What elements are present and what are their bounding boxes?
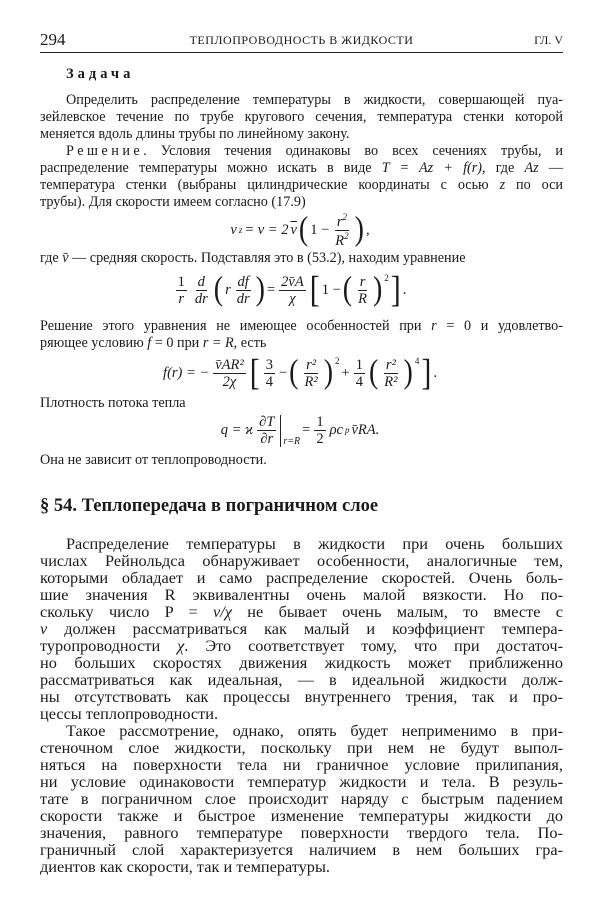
text-after-eq4	[40, 452, 563, 469]
math-token: = v = 2	[244, 221, 289, 238]
text-run: ряющее условию	[40, 335, 148, 351]
text-run: граничный слой характеризуется наличием в нем больших гра-	[40, 840, 563, 859]
text-line	[40, 160, 563, 177]
math-token: R²	[384, 373, 398, 390]
math-token: χ	[289, 290, 296, 307]
text-run: стеночном слое жидкости, поскольку при нем не будут выпол-	[40, 738, 563, 757]
equation-velocity	[0, 210, 600, 249]
text-line	[40, 722, 563, 739]
equation-solution	[0, 351, 600, 393]
text-line	[40, 688, 563, 705]
text-line	[40, 109, 563, 126]
text-run: туропроводности	[40, 636, 178, 655]
math-token: ∂T	[259, 413, 275, 430]
math-token: 4	[265, 373, 273, 390]
text-line	[40, 739, 563, 756]
running-header	[40, 30, 563, 53]
math-token: 2	[335, 356, 340, 366]
text-line	[40, 807, 563, 824]
text-line	[40, 705, 563, 722]
text-run: Она не зависит от теплопроводности.	[40, 452, 267, 468]
math-token: dr	[194, 290, 208, 307]
math-token: q = ϰ	[220, 421, 254, 438]
text-line	[40, 143, 563, 160]
text-line	[40, 773, 563, 790]
text-line	[40, 535, 563, 552]
task-statement	[40, 92, 563, 143]
task-solution	[40, 143, 563, 211]
math-inline: v̄	[62, 250, 69, 266]
text-run: ны отсутствовать как процессы внутреннего трения, так и про-	[40, 687, 563, 706]
text-line	[40, 790, 563, 807]
text-line	[40, 194, 563, 211]
math-token: df	[237, 273, 249, 290]
text-line	[40, 250, 563, 267]
text-run: Определить распределение температуры в жидкости, совершающей пуа-	[66, 92, 563, 108]
text-run: , есть	[233, 335, 267, 351]
math-token: .	[402, 281, 407, 298]
text-run: — средняя скорость. Подставляя это в (53.2), находим уравнение	[68, 250, 466, 266]
bracket-glyph: (	[289, 353, 299, 391]
math-token: .	[433, 364, 437, 381]
text-run: должен рассматриваться как малый и коэффициент темпера-	[47, 619, 563, 638]
equation-temperature	[0, 268, 590, 310]
math-token: R	[335, 232, 345, 249]
math-token: 4	[414, 356, 420, 366]
math-token: p	[344, 425, 350, 435]
text-run: ни условие одинаковости температур жидкости и тела. В резуль-	[40, 772, 563, 791]
math-token: 2	[342, 211, 348, 222]
math-token: R²	[304, 373, 318, 390]
math-inline: Az	[524, 160, 539, 176]
text-run: = 0 и удовлетво-	[436, 318, 563, 334]
math-token: 1	[177, 273, 185, 290]
text-line	[40, 841, 563, 858]
text-line	[40, 552, 563, 569]
math-token: 4	[355, 373, 363, 390]
equation-heat-flux	[0, 413, 600, 447]
text-run: где	[40, 250, 63, 266]
text-run: = 0 при	[151, 335, 203, 351]
text-after-eq3	[40, 395, 563, 412]
math-token: $\overline{v}$	[290, 221, 297, 238]
math-token: +	[341, 364, 350, 381]
page-number: 294	[40, 30, 66, 49]
text-run: няться на поверхности тела ни граничное условие прилипания,	[40, 755, 563, 774]
text-run: цессы теплопроводности.	[40, 704, 219, 723]
text-line	[40, 395, 563, 412]
text-run: , где	[482, 160, 525, 176]
math-token: r=R	[280, 415, 300, 447]
math-token: v̄RA.	[351, 421, 380, 438]
text-run: рассматриваться как идеальная, — в идеальной жидкости долж-	[40, 670, 563, 689]
math-token: 2χ	[222, 373, 237, 390]
text-run: которыми обладает и само распределение скоростей. Очень боль-	[40, 568, 563, 587]
text-run: тате в пограничном слое происходит наряду с быстрым падением	[40, 789, 563, 808]
text-line	[40, 824, 563, 841]
running-title: ТЕПЛОПРОВОДНОСТЬ В ЖИДКОСТИ	[189, 33, 414, 47]
math-token: r²	[385, 356, 396, 373]
math-token: 1 −	[310, 221, 330, 238]
text-line	[40, 654, 563, 671]
bracket-glyph: ]	[421, 351, 432, 393]
text-run: температура стенки (выбраны цилиндрические координаты с осью	[40, 177, 500, 193]
math-token: ,	[365, 221, 370, 238]
math-token: 1	[316, 413, 324, 430]
math-token: r	[178, 290, 185, 307]
bracket-glyph: )	[403, 353, 413, 391]
math-token: z	[238, 225, 243, 235]
text-run: Такое рассмотрение, однако, опять будет неприменимо в при-	[66, 721, 563, 740]
bracket-glyph: )	[255, 270, 265, 308]
text-line	[40, 335, 563, 352]
text-run: по оси	[505, 177, 563, 193]
math-inline: T = Az + f(r)	[381, 160, 482, 176]
text-line	[40, 177, 563, 194]
text-line	[40, 671, 563, 688]
text-run: скольку число P =	[40, 602, 214, 621]
section-heading: § 54. Теплопередача в пограничном слое	[40, 496, 379, 516]
text-line	[40, 126, 563, 143]
math-inline: f	[147, 335, 152, 351]
task-heading: Задача	[66, 66, 135, 82]
math-token: 3	[265, 356, 273, 373]
math-token: r	[336, 213, 343, 230]
text-line	[40, 858, 563, 875]
text-run: значения, равного температуре поверхности твердого тела. По-	[40, 823, 563, 842]
math-token: dr	[236, 290, 250, 307]
text-line	[40, 569, 563, 586]
math-inline: χ	[177, 636, 185, 655]
text-run: —	[538, 160, 564, 176]
text-run: не бывает очень малым, то вместе с	[231, 602, 563, 621]
text-after-eq2	[40, 318, 563, 352]
bracket-glyph: ]	[390, 268, 401, 310]
text-run: скорости также и быстрое изменение температуры жидкости до	[40, 806, 563, 825]
bracket-glyph: [	[249, 351, 260, 393]
math-token: =	[266, 281, 276, 298]
math-inline: ν	[40, 619, 48, 638]
math-inline: z	[499, 177, 506, 193]
math-token: 2	[384, 273, 389, 283]
text-run: меняется вдоль длины трубы по линейному закону.	[40, 126, 350, 142]
math-inline: ν/χ	[213, 602, 232, 621]
text-run: Решение	[66, 143, 144, 159]
bracket-glyph: (	[213, 270, 224, 308]
math-inline: r = R	[202, 335, 234, 351]
bracket-glyph: )	[372, 270, 383, 308]
chapter-label: ГЛ. V	[534, 33, 563, 47]
math-inline: r	[431, 318, 437, 334]
math-token: f(r) = −	[163, 364, 210, 381]
math-token: v̄AR²	[215, 356, 244, 373]
text-run: . Условия течения одинаковы во всех сечениях трубы, и	[143, 143, 563, 159]
math-token: 2v̄A	[281, 273, 304, 290]
text-line	[40, 620, 563, 637]
text-run: Решение этого уравнения не имеющее особенностей при	[40, 318, 432, 334]
math-token: −	[278, 364, 288, 381]
bracket-glyph: (	[342, 270, 353, 308]
math-token: R	[358, 290, 367, 307]
text-after-eq1	[40, 250, 563, 267]
text-run: Плотность потока тепла	[40, 395, 186, 411]
bracket-glyph: (	[368, 353, 379, 391]
math-token: r	[225, 281, 231, 298]
math-token: =	[302, 421, 311, 438]
math-token: 2	[316, 430, 324, 447]
text-run: но больших скоростях движения жидкость может приближенно	[40, 653, 563, 672]
math-token: 2	[344, 230, 349, 241]
bracket-glyph: (	[298, 210, 309, 248]
math-token: v	[230, 221, 237, 238]
text-line	[40, 318, 563, 335]
math-token: r	[359, 273, 366, 290]
text-line	[40, 603, 563, 620]
bracket-glyph: )	[323, 353, 334, 391]
text-run: Распределение температуры в жидкости при очень больших	[66, 534, 563, 553]
text-line	[40, 586, 563, 603]
math-token: r²	[306, 356, 317, 373]
text-line	[40, 92, 563, 109]
text-run: . Это соответствует тому, что при достаточ-	[184, 636, 563, 655]
text-line	[40, 756, 563, 773]
bracket-glyph: )	[354, 210, 364, 248]
math-token: ∂r	[260, 430, 274, 447]
text-run: диентов как скорости, так и температуры.	[40, 857, 330, 876]
bracket-glyph: [	[309, 268, 320, 310]
text-run: шие значения R эквивалентны очень малой вязкости. Но по-	[40, 585, 563, 604]
math-token: ρc	[329, 421, 343, 438]
text-run: числах Рейнольдса обнаруживает особенности, аналогичные тем,	[40, 551, 563, 570]
text-line	[40, 637, 563, 654]
math-token: d	[197, 273, 205, 290]
text-line	[40, 452, 563, 469]
text-run: зейлевское течение по трубе кругового сечения, температура стенки которой	[40, 109, 563, 125]
text-run: трубы). Для скорости имеем согласно (17.9)	[40, 194, 306, 210]
text-run: распределение температуры можно искать в виде	[40, 160, 382, 176]
math-token: 1 −	[321, 281, 341, 298]
section-body	[40, 535, 563, 875]
math-token: 1	[355, 356, 363, 373]
